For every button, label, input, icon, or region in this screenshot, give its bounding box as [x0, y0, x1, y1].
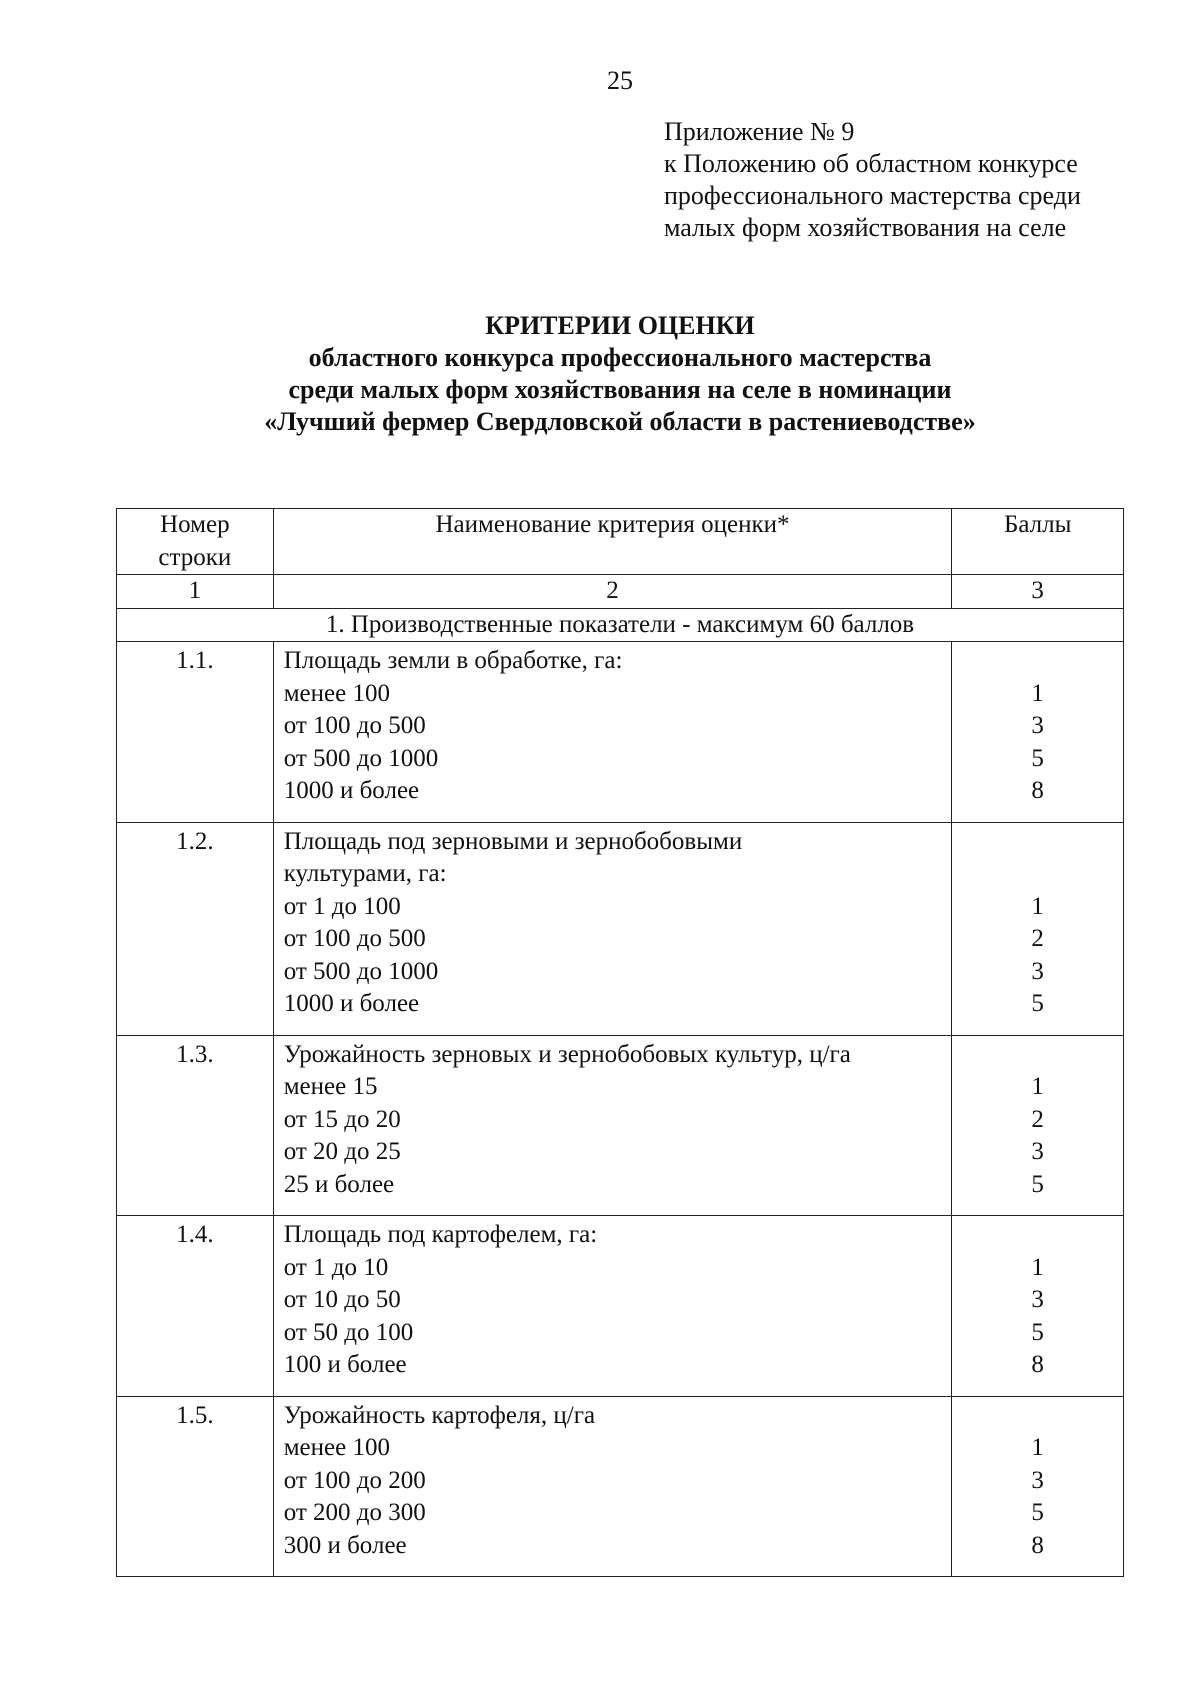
appendix-line: Приложение № 9: [664, 117, 855, 146]
criterion-option: от 200 до 300: [283, 1499, 426, 1526]
criterion-option: 100 и более: [283, 1351, 407, 1378]
criterion-option: 300 и более: [283, 1531, 407, 1559]
points-value: 8: [1031, 777, 1044, 804]
points-value: 1: [1031, 1253, 1044, 1281]
criterion-option: от 1 до 100: [283, 892, 401, 920]
criterion-heading: Площадь земли в обработке, га:: [283, 647, 623, 674]
points-value: 3: [1031, 1466, 1044, 1494]
header-points: Баллы: [952, 509, 1124, 575]
appendix-line: профессионального мастерства среди: [664, 181, 1081, 210]
header-criterion: Наименование критерия оценки*: [273, 509, 952, 575]
row-number: 1.1.: [117, 642, 274, 823]
criterion-option: 1000 и более: [283, 990, 420, 1017]
points-value: 5: [1031, 744, 1044, 772]
criterion-cell: [273, 642, 952, 823]
points-value: 5: [1031, 1499, 1044, 1526]
points-value: 5: [1031, 1170, 1044, 1198]
criterion-option: менее 100: [283, 679, 390, 707]
criterion-option: от 15 до 20: [283, 1105, 401, 1133]
points-value: 3: [1031, 1286, 1044, 1313]
criterion-option: менее 15: [283, 1073, 378, 1100]
points-cell: [952, 822, 1124, 1035]
points-value: 3: [1031, 1138, 1044, 1165]
criterion-heading: Площадь под зерновыми и зернобобовыми: [283, 827, 743, 855]
criterion-heading: Урожайность картофеля, ц/га: [283, 1401, 596, 1429]
points-value: 3: [1031, 957, 1044, 985]
points-value: 1: [1031, 1434, 1044, 1461]
row-number: 1.5.: [117, 1396, 274, 1577]
row-number: 1.4.: [117, 1216, 274, 1397]
criterion-option: от 20 до 25: [283, 1138, 401, 1165]
table-row: [117, 1216, 1124, 1397]
section-row: [117, 608, 1124, 642]
criterion-option: от 500 до 1000: [283, 744, 439, 772]
column-number: 2: [273, 575, 952, 609]
criterion-option: от 10 до 50: [283, 1286, 401, 1313]
table-row: [117, 1035, 1124, 1216]
row-number: 1.2.: [117, 822, 274, 1035]
points-value: 5: [1031, 990, 1044, 1017]
table-header-row: [117, 509, 1124, 575]
document-title: [0, 310, 1200, 438]
table-row: [117, 1396, 1124, 1577]
title-line: КРИТЕРИИ ОЦЕНКИ: [485, 311, 755, 340]
criterion-option: менее 100: [283, 1434, 390, 1461]
criteria-table: [116, 508, 1124, 1577]
column-number: 1: [117, 575, 274, 609]
criterion-cell: [273, 1396, 952, 1577]
points-value: 8: [1031, 1531, 1044, 1559]
criterion-option: 25 и более: [283, 1170, 395, 1198]
points-cell: [952, 1035, 1124, 1216]
points-cell: [952, 642, 1124, 823]
criterion-heading: Площадь под картофелем, га:: [283, 1221, 598, 1248]
title-line: областного конкурса профессионального мастерства: [308, 343, 932, 372]
criterion-option: 1000 и более: [283, 777, 420, 804]
criterion-option: от 500 до 1000: [283, 957, 439, 985]
points-value: 2: [1031, 925, 1044, 952]
appendix-note: [664, 116, 1081, 244]
criterion-option: от 100 до 500: [283, 712, 426, 739]
criterion-cell: [273, 1216, 952, 1397]
section-title: 1. Производственные показатели - максимум 60 баллов: [117, 608, 1124, 642]
points-value: 1: [1031, 892, 1044, 920]
title-line: «Лучший фермер Свердловской области в растениеводстве»: [264, 407, 976, 436]
points-value: 8: [1031, 1351, 1044, 1378]
page-number: 25: [607, 66, 633, 95]
criterion-heading: культурами, га:: [283, 860, 447, 887]
criterion-cell: [273, 1035, 952, 1216]
appendix-line: малых форм хозяйствования на селе: [664, 213, 1067, 242]
header-row-number: Номер строки: [117, 509, 274, 575]
table-row: [117, 822, 1124, 1035]
criterion-heading: Урожайность зерновых и зернобобовых культур, ц/га: [283, 1040, 851, 1068]
criterion-option: от 100 до 200: [283, 1466, 426, 1494]
points-cell: [952, 1396, 1124, 1577]
points-cell: [952, 1216, 1124, 1397]
column-numbers-row: [117, 575, 1124, 609]
column-number: 3: [952, 575, 1124, 609]
criterion-option: от 1 до 10: [283, 1253, 389, 1281]
points-value: 2: [1031, 1105, 1044, 1133]
points-value: 5: [1031, 1318, 1044, 1346]
points-value: 1: [1031, 1073, 1044, 1100]
appendix-line: к Положению об областном конкурсе: [664, 149, 1078, 178]
points-value: 3: [1031, 712, 1044, 739]
criterion-option: от 50 до 100: [283, 1318, 414, 1346]
criterion-option: от 100 до 500: [283, 925, 426, 952]
points-value: 1: [1031, 679, 1044, 707]
table-row: [117, 642, 1124, 823]
criterion-cell: [273, 822, 952, 1035]
row-number: 1.3.: [117, 1035, 274, 1216]
title-line: среди малых форм хозяйствования на селе в номинации: [288, 375, 952, 404]
